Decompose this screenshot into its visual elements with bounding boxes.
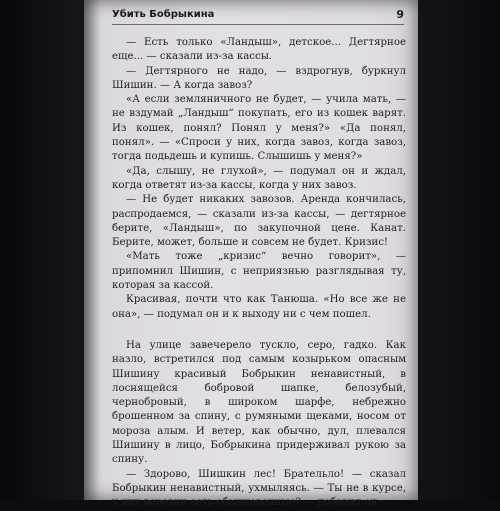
paragraph: — Дегтярного не надо, — вздрогнув, буркнул Шишин. — А когда завоз? bbox=[112, 65, 406, 91]
running-header bbox=[112, 9, 404, 29]
paragraph: Красивая, почти что как Танюша. «Но все же не она», — подумал он и к выходу ни с чем пошел. bbox=[112, 294, 406, 320]
paragraph: «Да, слышу, не глухой», — подумал он и ждал, когда ответят из-за кассы, когда у них завоз. bbox=[112, 165, 406, 191]
page-body-text bbox=[112, 36, 406, 511]
header-rule bbox=[112, 24, 404, 25]
paragraph: — Не будет никаких завозов. Аренда кончилась, распродаемся, — сказали из-за кассы, — дегтярное берите, «Ландыш», по закупочной цене. Канат. Берите, может, больше и совсем не будет. Кризис! bbox=[112, 194, 406, 249]
paragraph: «А если земляничного не будет, — учила мать, — не вздумай „Ландыш“ покупать, его из кошек варят. Из кошек, понял? Понял у меня?» «Да понял, понял». — «Спроси у них, когда завоз, когда завоз, тогда подьдешь и купишь. Слышишь у меня?» bbox=[112, 94, 406, 163]
page-gutter-shadow bbox=[84, 0, 100, 500]
paragraph: На улице завечерело тускло, серо, гадко. Как назло, встретился под самым козырьком опасным Шишину красивый Бобрыкин ненавистный, в лоснящейся бобровой шапке, белозубый, чернобровый, в широком шарфе, небрежно брошенном за спину, с румяными щеками, носом от мороза алым. И ветер, как обычно, дул, плевался Шишину в лицо, Бобрыкина придерживал рукою за спину. bbox=[112, 339, 406, 466]
scene-break bbox=[112, 322, 406, 339]
paragraph: — Здорово, Шишкин лес! Брательло! — сказал Бобрыкин ненавистный, ухмыляясь. — Ты не в курсе, у них веревки есть обыкновенные? — добавил он. bbox=[112, 468, 406, 509]
running-title: Убить Бобрыкина bbox=[112, 9, 215, 20]
page-number: 9 bbox=[396, 8, 404, 21]
dark-background-right bbox=[416, 0, 500, 500]
dark-background-left bbox=[0, 0, 84, 500]
book-page bbox=[84, 0, 418, 509]
paragraph: — Есть только «Ландыш», детское... Дегтярное еще... — сказали из-за кассы. bbox=[112, 37, 406, 63]
paragraph: «Мать тоже „кризис“ вечно говорит», — припомнил Шишин, с неприязнью разглядывая ту, которая за кассой. bbox=[112, 251, 406, 292]
